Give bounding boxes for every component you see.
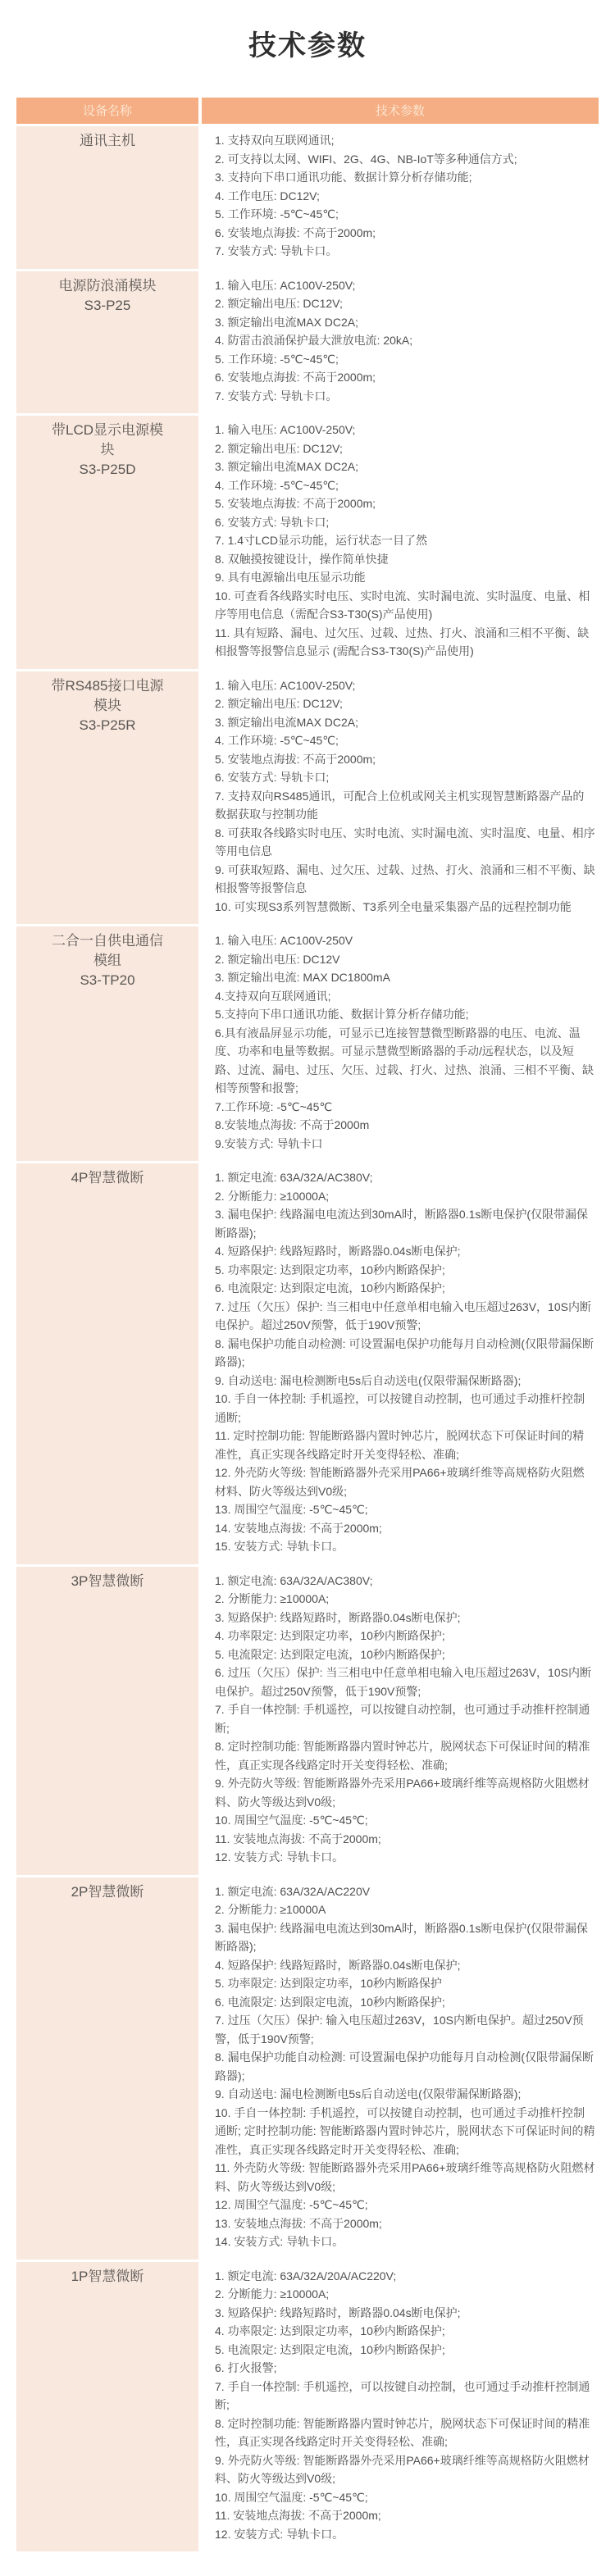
device-name-cell [16, 1877, 202, 2260]
device-name: 电源防浪涌模块 [58, 277, 157, 294]
param-line: 6. 安装地点海拔: 不高于2000m; [215, 371, 376, 384]
page-title: 技术参数 [248, 30, 367, 61]
param-line: 8. 漏电保护功能自动检测: 可设置漏电保护功能每月自动检测(仅限带漏保断路器); [215, 2050, 594, 2082]
param-line: 6. 打火报警; [215, 2361, 277, 2374]
param-line: 10. 周围空气温度: -5℃~45℃; [215, 2490, 368, 2504]
param-line: 3. 漏电保护: 线路漏电电流达到30mA时，断路器0.1s断电保护(仅限带漏保断路器); [215, 1208, 589, 1240]
param-line: 3. 短路保护: 线路短路时，断路器0.04s断电保护; [215, 1610, 461, 1624]
param-line: 12. 安装方式: 导轨卡口。 [215, 2527, 344, 2541]
param-line: 1. 额定电流: 63A/32A/AC220V [215, 1884, 371, 1898]
device-name: 1P智慧微断 [71, 2268, 144, 2284]
table-row [16, 1161, 599, 1564]
param-line: 6. 过压（欠压）保护: 当三相电中任意单相电输入电压超过263V，10S内断电保护。超过250V预警，低于190V预警; [215, 1666, 591, 1698]
device-name: 通讯主机 [80, 133, 135, 148]
param-line: 4. 工作电压: DC12V; [215, 189, 320, 203]
param-line: 8. 定时控制功能: 智能断路器内置时钟芯片，脱网状态下可保证时间的精准性，真正实现各线路定时开关变得轻松、准确; [215, 2416, 590, 2448]
device-name-cell [16, 1567, 202, 1875]
param-line: 3. 短路保护: 线路短路时，断路器0.04s断电保护; [215, 2305, 461, 2319]
params-cell [202, 1163, 599, 1564]
param-line: 2. 额定输出电压: DC12V [215, 952, 340, 966]
param-line: 14. 安装方式: 导轨卡口。 [215, 2235, 344, 2248]
param-line: 13. 周围空气温度: -5℃~45℃; [215, 1503, 368, 1516]
param-line: 3. 额定输出电流MAX DC2A; [215, 715, 359, 729]
param-line: 1. 输入电压: AC100V-250V; [215, 278, 356, 292]
param-line: 4. 短路保护: 线路短路时，断路器0.04s断电保护; [215, 1245, 461, 1258]
param-line: 9.安装方式: 导轨卡口 [215, 1136, 323, 1150]
param-line: 2. 分断能力: ≥10000A; [215, 1189, 330, 1203]
param-line: 6. 安装方式: 导轨卡口; [215, 515, 330, 529]
param-line: 5. 电流限定: 达到限定电流，10秒内断路保护; [215, 2342, 445, 2356]
param-line: 1. 额定电流: 63A/32A/20A/AC220V; [215, 2269, 397, 2282]
param-line: 4. 工作环境: -5℃~45℃; [215, 478, 339, 492]
param-line: 3. 额定输出电流MAX DC2A; [215, 315, 359, 329]
param-line: 9. 外壳防火等级: 智能断路器外壳采用PA66+玻璃纤维等高规格防火阻燃材料、防火等级达到V0级; [215, 1777, 590, 1809]
params-cell [202, 2262, 599, 2552]
param-line: 2. 额定输出电压: DC12V; [215, 297, 343, 310]
param-line: 3. 漏电保护: 线路漏电电流达到30mA时，断路器0.1s断电保护(仅限带漏保断路器); [215, 1921, 589, 1953]
device-model: S3-TP20 [80, 972, 135, 988]
param-line: 7. 1.4寸LCD显示功能，运行状态一目了然 [215, 534, 428, 547]
device-name-cell [16, 1163, 202, 1564]
params-cell [202, 1877, 599, 2260]
param-line: 5. 功率限定: 达到限定功率，10秒内断路保护; [215, 1263, 445, 1277]
param-line: 1. 输入电压: AC100V-250V; [215, 423, 356, 436]
param-line: 2. 分断能力: ≥10000A; [215, 2287, 330, 2301]
param-line: 8. 漏电保护功能自动检测: 可设置漏电保护功能每月自动检测(仅限带漏保断路器); [215, 1336, 594, 1368]
device-name-cell [16, 926, 202, 1161]
param-line: 6. 电流限定: 达到限定电流，10秒内断路保护; [215, 1281, 445, 1295]
param-line: 7. 手自一体控制: 手机遥控，可以按键自动控制，也可通过手动推杆控制通断; [215, 1703, 590, 1735]
param-line: 4. 短路保护: 线路短路时，断路器0.04s断电保护; [215, 1958, 461, 1972]
param-line: 10. 手自一体控制: 手机遥控，可以按键自动控制，也可通过手动推杆控制通断; [215, 1392, 585, 1424]
param-line: 8. 定时控制功能: 智能断路器内置时钟芯片，脱网状态下可保证时间的精准性，真正实现各线路定时开关变得轻松、准确; [215, 1740, 590, 1772]
param-line: 1. 输入电压: AC100V-250V [215, 934, 353, 947]
param-line: 5. 安装地点海拔: 不高于2000m; [215, 497, 376, 510]
param-line: 3. 支持向下串口通讯功能、数据计算分析存储功能; [215, 171, 472, 184]
param-line: 15. 安装方式: 导轨卡口。 [215, 1540, 344, 1553]
device-name: 带LCD显示电源模块 [51, 422, 163, 457]
param-line: 9. 具有电源输出电压显示功能 [215, 571, 366, 584]
param-line: 14. 安装地点海拔: 不高于2000m; [215, 1521, 382, 1535]
header-device-name: 设备名称 [16, 98, 202, 124]
param-line: 1. 支持双向互联网通讯; [215, 134, 335, 147]
param-line: 8.安装地点海拔: 不高于2000m [215, 1118, 370, 1131]
param-line: 9. 自动送电: 漏电检测断电5s后自动送电(仅限带漏保断路器); [215, 2087, 522, 2100]
device-name: 3P智慧微断 [71, 1572, 144, 1589]
param-line: 6. 安装地点海拔: 不高于2000m; [215, 225, 376, 239]
param-line: 7. 安装方式: 导轨卡口。 [215, 389, 338, 403]
param-line: 4. 防雷击浪涌保护最大泄放电流: 20kA; [215, 334, 413, 347]
param-line: 10. 手自一体控制: 手机遥控，可以按键自动控制，也可通过手动推杆控制通断; 定时控制功能: 智能断路器内置时钟芯片，脱网状态下可保证时间的精准性，真正实现各线路定时开关变得轻松、准确; [215, 2105, 595, 2156]
param-line: 8. 双触摸按键设计，操作简单快捷 [215, 552, 389, 566]
spec-table [16, 98, 599, 2551]
device-model: S3-P25 [84, 297, 131, 313]
table-header-row [16, 98, 599, 124]
param-line: 10. 可查看各线路实时电压、实时电流、实时漏电流、实时温度、电量、相序等用电信息（需配合S3-T30(S)产品使用) [215, 589, 590, 621]
param-line: 12. 周围空气温度: -5℃~45℃; [215, 2198, 368, 2211]
param-line: 11. 安装地点海拔: 不高于2000m; [215, 1832, 381, 1846]
device-name: 二合一自供电通信模组 [52, 933, 163, 968]
device-model: S3-P25R [79, 717, 136, 733]
param-line: 2. 可支持以太网、WIFI、2G、4G、NB-IoT等多种通信方式; [215, 152, 517, 166]
param-line: 9. 可获取短路、漏电、过欠压、过载、过热、打火、浪涌和三相不平衡、缺相报警等报警信息 [215, 862, 595, 894]
table-row [16, 124, 599, 269]
table-row [16, 2260, 599, 2552]
table-row [16, 1564, 599, 1875]
param-line: 4. 功率限定: 达到限定功率，10秒内断路保护; [215, 1629, 445, 1642]
param-line: 2. 额定输出电压: DC12V; [215, 697, 343, 710]
params-cell [202, 416, 599, 669]
param-line: 4. 功率限定: 达到限定功率，10秒内断路保护; [215, 2324, 445, 2337]
param-line: 6.具有液晶屏显示功能，可显示已连接智慧微型断路器的电压、电流、温度、功率和电量等数据。可显示慧微型断路器的手动/远程状态，以及短路、过流、漏电、过压、欠压、过载、打火、过热、浪涌、三相不平衡、缺相等预警和报警; [215, 1026, 594, 1095]
param-line: 5. 安装地点海拔: 不高于2000m; [215, 752, 376, 766]
param-line: 9. 自动送电: 漏电检测断电5s后自动送电(仅限带漏保断路器); [215, 1373, 522, 1387]
param-line: 7. 支持双向RS485通讯，可配合上位机或网关主机实现智慧断路器产品的数据获取与控制功能 [215, 789, 585, 821]
params-cell [202, 271, 599, 414]
param-line: 5. 工作环境: -5℃~45℃; [215, 207, 339, 221]
param-line: 11. 具有短路、漏电、过欠压、过载、过热、打火、浪涌和三相不平衡、缺相报警等报警信息显示 (需配合S3-T30(S)产品使用) [215, 626, 590, 658]
params-cell [202, 126, 599, 269]
param-line: 2. 分断能力: ≥10000A; [215, 1592, 330, 1605]
params-cell [202, 1567, 599, 1875]
param-line: 11. 安装地点海拔: 不高于2000m; [215, 2509, 381, 2522]
table-row [16, 669, 599, 925]
param-line: 2. 分断能力: ≥10000A [215, 1903, 326, 1916]
device-name: 带RS485接口电源模块 [51, 677, 164, 713]
param-line: 4.支持双向互联网通讯; [215, 989, 331, 1003]
device-name: 2P智慧微断 [71, 1883, 144, 1900]
param-line: 3. 额定输出电流MAX DC2A; [215, 460, 359, 473]
param-line: 10. 可实现S3系列智慧微断、T3系列全电量采集器产品的远程控制功能 [215, 899, 572, 913]
table-body [16, 124, 599, 2551]
param-line: 11. 定时控制功能: 智能断路器内置时钟芯片，脱网状态下可保证时间的精准性，真正实现各线路定时开关变得轻松、准确; [215, 1429, 585, 1461]
device-model: S3-P25D [79, 462, 136, 477]
param-line: 1. 额定电流: 63A/32A/AC380V; [215, 1171, 373, 1184]
param-line: 2. 额定输出电压: DC12V; [215, 441, 343, 455]
param-line: 1. 输入电压: AC100V-250V; [215, 678, 356, 692]
param-line: 6. 安装方式: 导轨卡口; [215, 771, 330, 784]
device-name: 4P智慧微断 [71, 1170, 144, 1186]
param-line: 7. 过压（欠压）保护: 输入电压超过263V，10S内断电保护。超过250V预警，低于190V预警; [215, 2014, 584, 2046]
param-line: 5. 电流限定: 达到限定电流，10秒内断路保护; [215, 1647, 445, 1661]
param-line: 7.工作环境: -5℃~45℃ [215, 1099, 333, 1113]
param-line: 5. 功率限定: 达到限定功率，10秒内断路保护 [215, 1977, 442, 1990]
table-row [16, 1875, 599, 2260]
table-row [16, 413, 599, 669]
device-name-cell [16, 2262, 202, 2552]
param-line: 5.支持向下串口通讯功能、数据计算分析存储功能; [215, 1008, 469, 1021]
param-line: 9. 外壳防火等级: 智能断路器外壳采用PA66+玻璃纤维等高规格防火阻燃材料、防火等级达到V0级; [215, 2453, 590, 2485]
param-line: 7. 手自一体控制: 手机遥控，可以按键自动控制，也可通过手动推杆控制通断; [215, 2379, 590, 2411]
param-line: 13. 安装地点海拔: 不高于2000m; [215, 2216, 382, 2230]
param-line: 12. 安装方式: 导轨卡口。 [215, 1850, 344, 1864]
params-cell [202, 926, 599, 1161]
table-row [16, 269, 599, 414]
param-line: 10. 周围空气温度: -5℃~45℃; [215, 1814, 368, 1827]
param-line: 7. 安装方式: 导轨卡口。 [215, 244, 338, 257]
device-name-cell [16, 271, 202, 414]
param-line: 12. 外壳防火等级: 智能断路器外壳采用PA66+玻璃纤维等高规格防火阻燃材料、防火等级达到V0级; [215, 1466, 585, 1498]
header-technical-params: 技术参数 [202, 98, 599, 124]
param-line: 3. 额定输出电流: MAX DC1800mA [215, 971, 390, 984]
param-line: 4. 工作环境: -5℃~45℃; [215, 734, 339, 747]
table-row [16, 924, 599, 1161]
param-line: 7. 过压（欠压）保护: 当三相电中任意单相电输入电压超过263V，10S内断电保护。超过250V预警，低于190V预警; [215, 1299, 591, 1331]
param-line: 5. 工作环境: -5℃~45℃; [215, 352, 339, 366]
param-line: 1. 额定电流: 63A/32A/AC380V; [215, 1573, 373, 1587]
device-name-cell [16, 671, 202, 925]
param-line: 6. 电流限定: 达到限定电流，10秒内断路保护; [215, 1995, 445, 2009]
device-name-cell [16, 416, 202, 669]
device-name-cell [16, 126, 202, 269]
param-line: 8. 可获取各线路实时电压、实时电流、实时漏电流、实时温度、电量、相序等用电信息 [215, 826, 595, 858]
params-cell [202, 671, 599, 925]
param-line: 11. 外壳防火等级: 智能断路器外壳采用PA66+玻璃纤维等高规格防火阻燃材料、防火等级达到V0级; [215, 2161, 595, 2193]
